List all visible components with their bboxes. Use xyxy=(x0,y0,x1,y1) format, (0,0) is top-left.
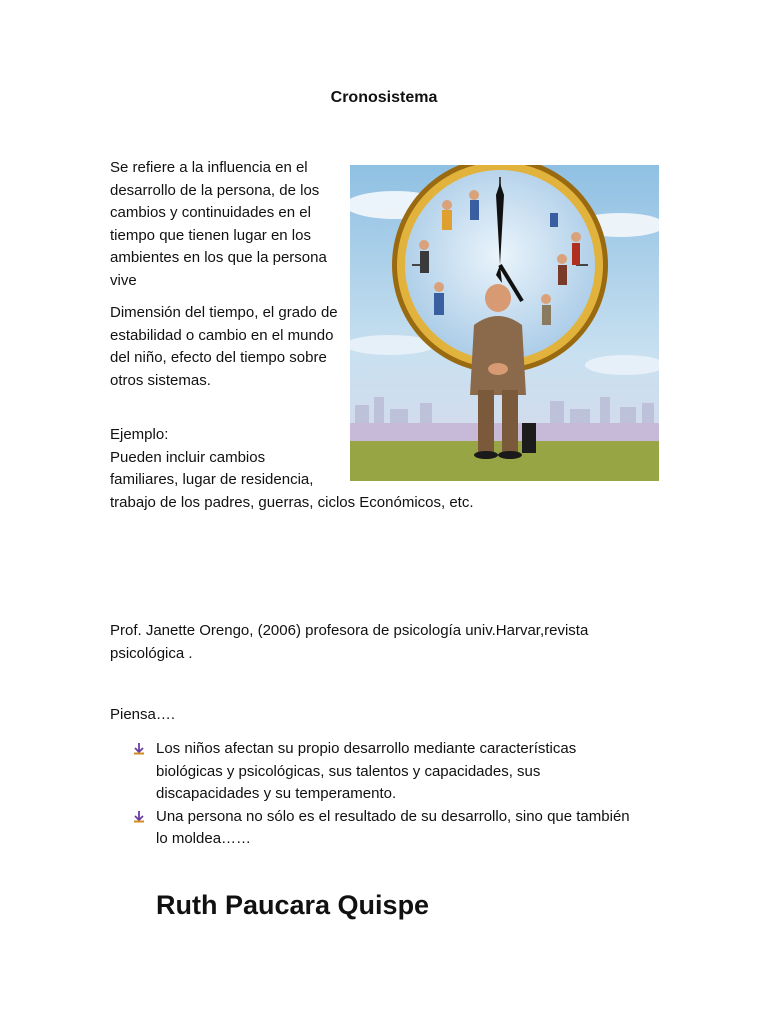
author-name: Ruth Paucara Quispe xyxy=(156,890,430,920)
clock-illustration xyxy=(350,165,659,481)
example-line: trabajo de los padres, guerras, ciclos Económicos, etc. xyxy=(110,493,474,511)
piensa-heading: Piensa…. xyxy=(110,706,176,723)
example-line: familiares, lugar de residencia, xyxy=(110,471,314,488)
list-item xyxy=(130,806,630,851)
list-item xyxy=(130,738,630,806)
reference-text: Prof. Janette Orengo, (2006) profesora de psicología univ.Harvar,revista psicológica . xyxy=(110,622,589,662)
example-line: Pueden incluir cambios xyxy=(110,448,266,466)
page-title: Cronosistema xyxy=(330,89,438,106)
example-label: Ejemplo: xyxy=(110,426,169,443)
bullet-list xyxy=(130,738,630,851)
arrow-bullet-icon xyxy=(133,743,145,755)
bullet-text: Los niños afectan su propio desarrollo mediante características biológicas y psicológicas, sus talentos y capacidades, sus discapacidades y su temperamento. xyxy=(156,740,577,802)
bullet-text: Una persona no sólo es el resultado de su desarrollo, sino que también lo moldea…… xyxy=(156,807,630,847)
dimension-paragraph: Dimensión del tiempo, el grado de estabilidad o cambio en el mundo del niño, efecto del tiempo sobre otros sistemas. xyxy=(110,304,338,389)
definition-paragraph: Se refiere a la influencia en el desarrollo de la persona, de los cambios y continuidades en el tiempo que tienen lugar en los ambientes en los que la persona vive xyxy=(110,159,327,289)
arrow-bullet-icon xyxy=(133,811,145,823)
